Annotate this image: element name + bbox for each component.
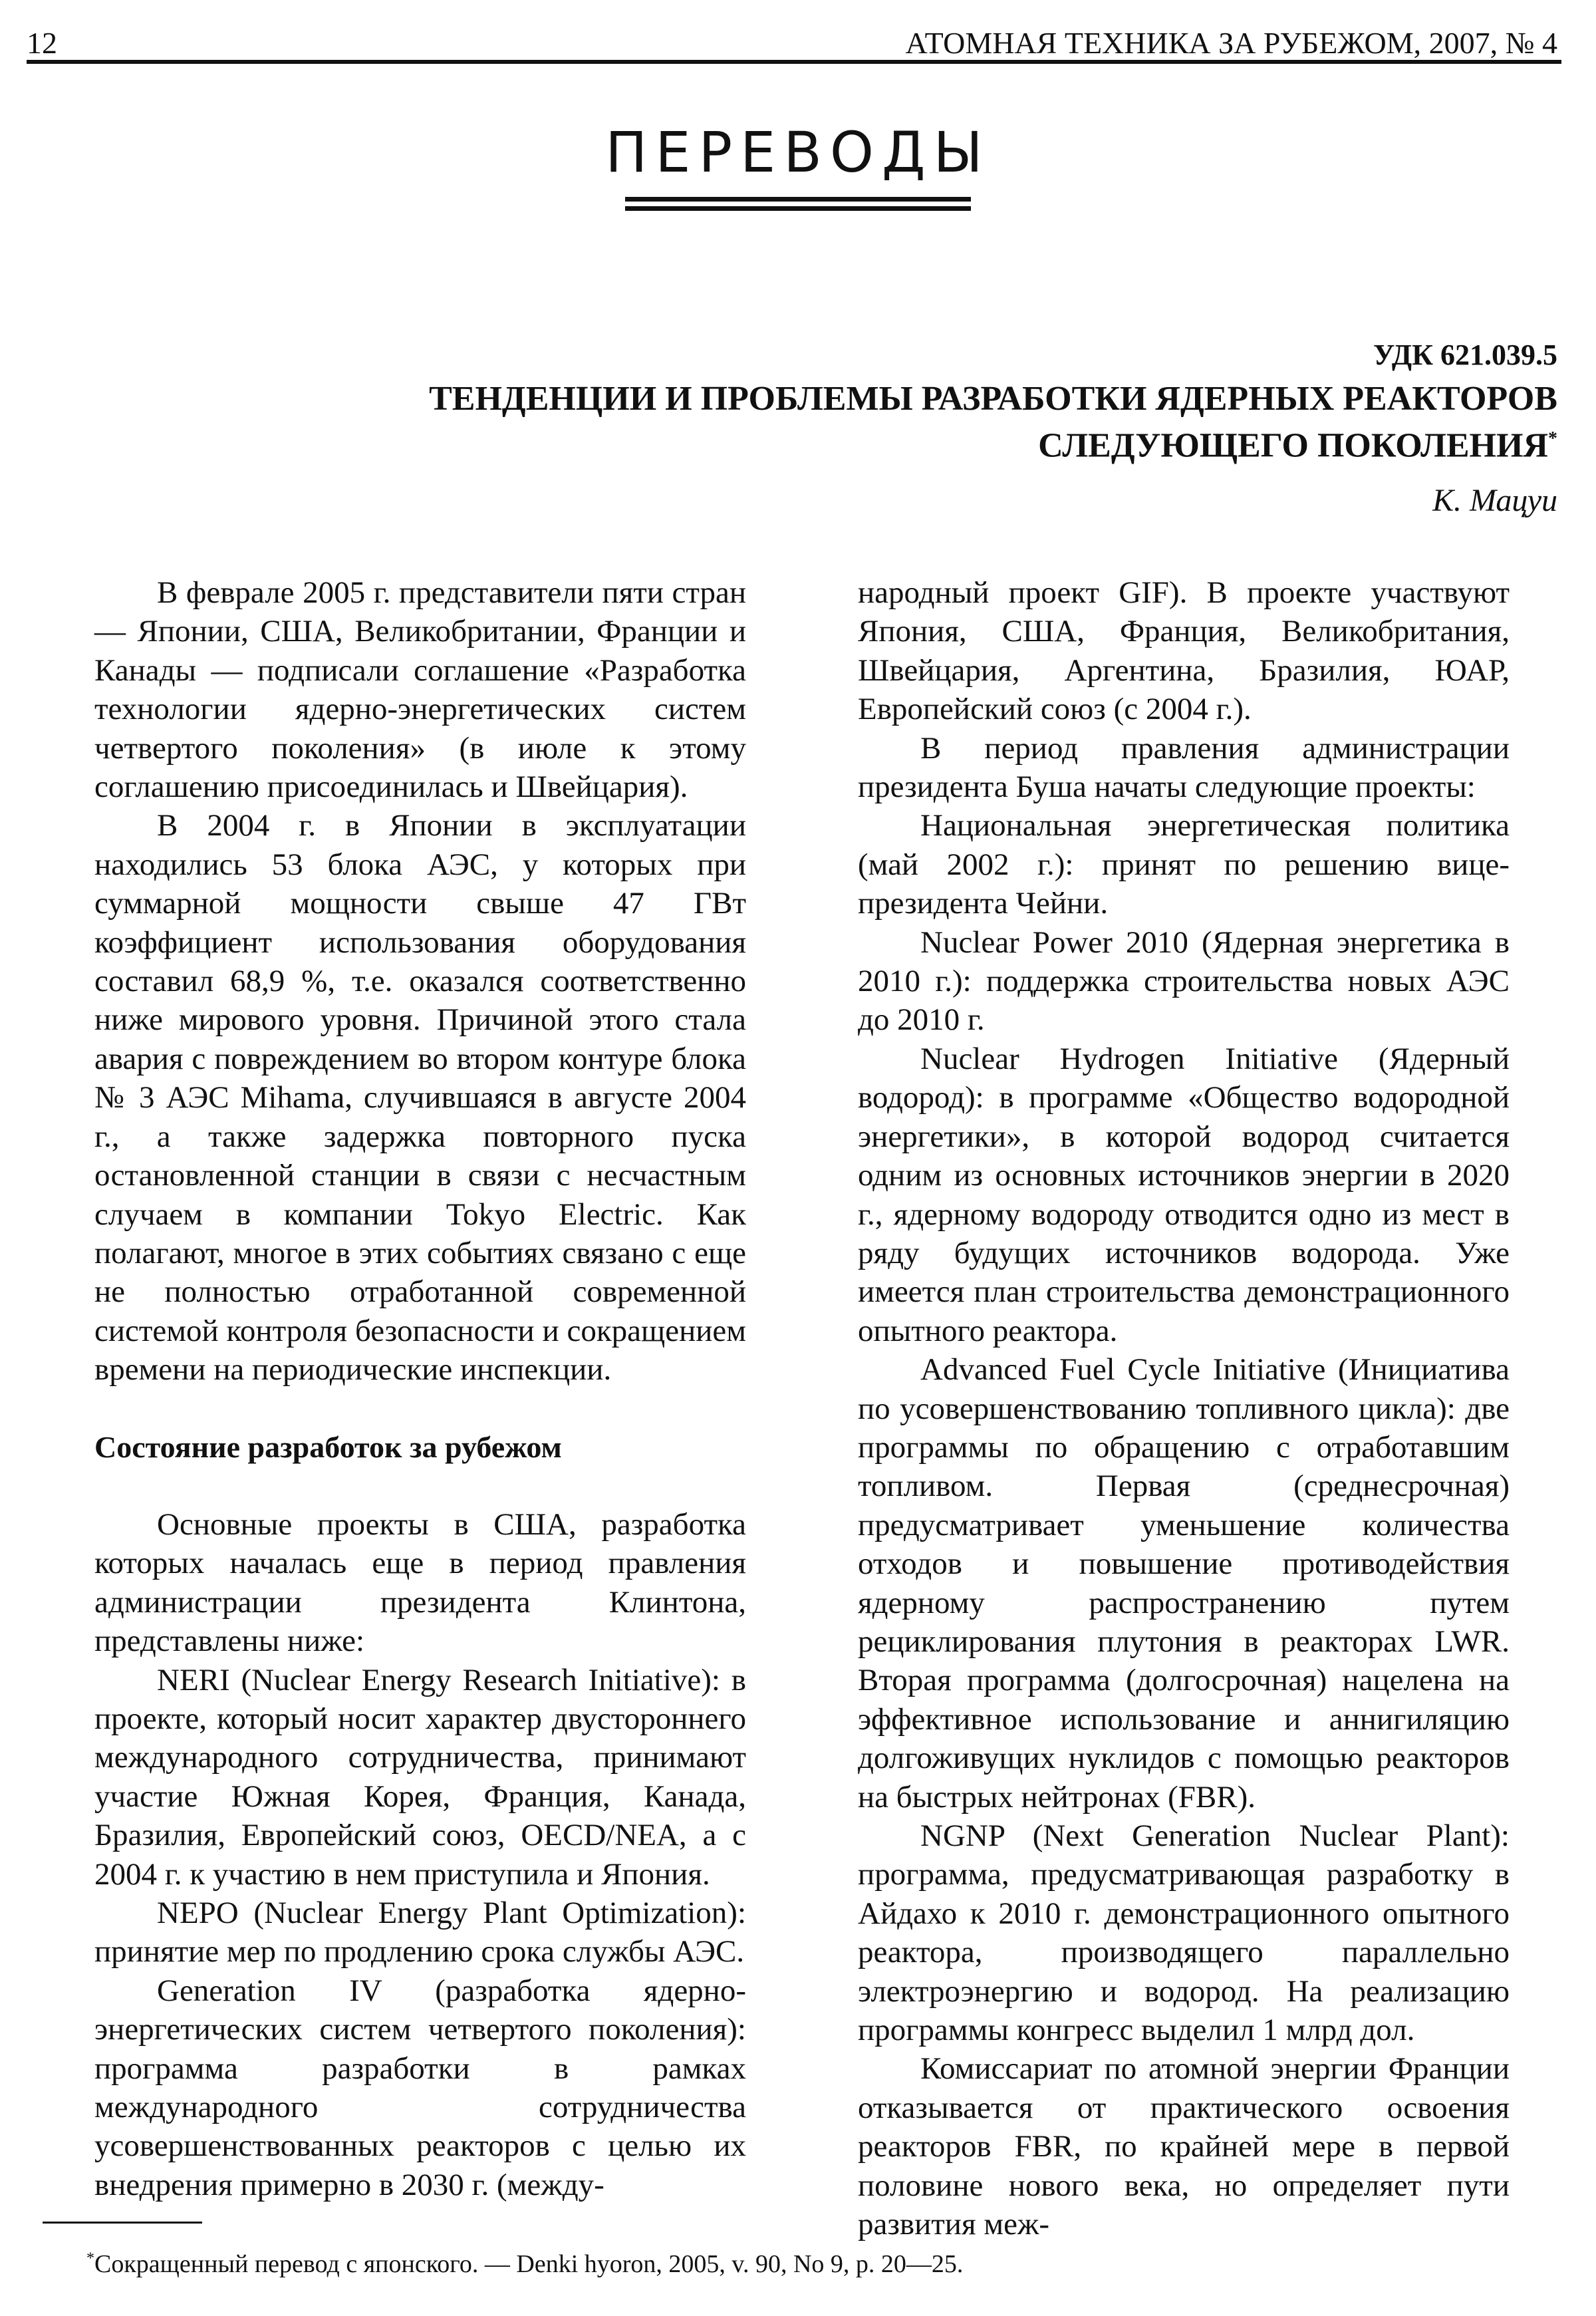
right-column [858, 573, 1510, 2244]
article-title [429, 379, 1557, 466]
footnote-text: Сокращенный перевод с японского. — Denki hyoron, 2005, v. 90, No 9, p. 20—25. [94, 2250, 964, 2278]
article-title-line-2-text: СЛЕДУЮЩЕГО ПОКОЛЕНИЯ [1038, 426, 1548, 465]
paragraph: Национальная энергетическая политика (май 2002 г.): принят по решению вице-президента Чейни. [858, 808, 1510, 921]
paragraph: В период правления администрации президента Буша начаты следующие проекты: [858, 730, 1510, 805]
paragraph: В 2004 г. в Японии в эксплуатации находились 53 блока АЭС, у которых при суммарной мощности свыше 47 ГВт коэффициент использования оборудования составил 68,9 %, т.е. оказался соответственно ниже мирового уровня. Причиной этого стала авария с повреждением во втором контуре блока № 3 АЭС Mihama, случившаяся в августе 2004 г., а также задержка повторного пуска остановленной станции в связи с несчастным случаем в компании Tokyo Electric. Как полагают, многое в этих событиях связано с еще не полностью отработанной современной системой контроля безопасности и сокращением времени на периодические инспекции. [94, 808, 746, 1387]
paragraph: Nuclear Power 2010 (Ядерная энергетика в 2010 г.): поддержка строительства новых АЭС до 2010 г. [858, 925, 1510, 1038]
footnote [86, 2249, 963, 2279]
article-title-line-1: ТЕНДЕНЦИИ И ПРОБЛЕМЫ РАЗРАБОТКИ ЯДЕРНЫХ РЕАКТОРОВ [429, 380, 1557, 418]
paragraph: NERI (Nuclear Energy Research Initiative): в проекте, который носит характер двустороннего международного сотрудничества, принимают участие Южная Корея, Франция, Канада, Бразилия, Европейский союз, OECD/NEA, а с 2004 г. к участию в нем приступила и Япония. [94, 1662, 746, 1892]
paragraph: Advanced Fuel Cycle Initiative (Инициатива по усовершенствованию топливного цикла): две программы по обращению с отработавшим топливом. Первая (среднесрочная) предусматривает уменьшение количества отходов и повышение противодействия ядерному распространению путем рециклирования плутония в реакторах LWR. Вторая программа (долгосрочная) нацелена на эффективное использование и аннигиляцию долгоживущих нуклидов с помощью реакторов на быстрых нейтронах (FBR). [858, 1352, 1510, 1814]
paragraph: NEPO (Nuclear Energy Plant Optimization): принятие мер по продлению срока службы АЭС. [94, 1896, 746, 1969]
section-title: ПЕРЕВОДЫ [605, 120, 991, 185]
footnote-mark: * [86, 2249, 94, 2267]
section-underline [625, 197, 971, 202]
journal-running-head: АТОМНАЯ ТЕХНИКА ЗА РУБЕЖОМ, 2007, № 4 [905, 26, 1557, 60]
paragraph: Комиссариат по атомной энергии Франции отказывается от практического освоения реакторов FBR, по крайней мере в первой половине нового века, но определяет пути развития меж- [858, 2051, 1510, 2242]
left-column [94, 573, 746, 2204]
paragraph: NGNP (Next Generation Nuclear Plant): программа, предусматривающая разработку в Айдахо к 2010 г. демонстрационного опытного реактора, производящего параллельно электроэнергию и водород. На реализацию программы конгресс выделил 1 млрд дол. [858, 1818, 1510, 2048]
footnote-marker: * [1548, 428, 1557, 449]
section-heading [0, 120, 1596, 211]
paragraph: Основные проекты в США, разработка которых началась еще в период правления администрации президента Клинтона, представлены ниже: [94, 1507, 746, 1659]
paragraph: Generation IV (разработка ядерно-энергетических систем четвертого поколения): программа разработки в рамках международного сотрудничества усовершенствованных реакторов с целью их внедрения примерно в 2030 г. (между- [94, 1973, 746, 2202]
subsection-heading: Состояние разработок за рубежом [94, 1429, 562, 1464]
article-title-line-2 [429, 419, 1557, 466]
paragraph: Nuclear Hydrogen Initiative (Ядерный водород): в программе «Общество водородной энергетики», в которой водород считается одним из основных источников энергии в 2020 г., ядерному водороду отводится одно из мест в ряду будущих источников водорода. Уже имеется план строительства демонстрационного опытного реактора. [858, 1041, 1510, 1348]
article-author: К. Мацуи [1432, 483, 1557, 518]
page-number: 12 [27, 26, 57, 60]
udk-code: УДК 621.039.5 [1373, 339, 1557, 371]
section-underline-second [625, 206, 971, 211]
paragraph-continuation: народный проект GIF). В проекте участвуют Япония, США, Франция, Великобритания, Швейцария, Аргентина, Бразилия, ЮАР, Европейский союз (с 2004 г.). [858, 575, 1510, 727]
paragraph: В феврале 2005 г. представители пяти стран — Японии, США, Великобритании, Франции и Канады — подписали соглашение «Разработка технологии ядерно-энергетических систем четвертого поколения» (в июле к этому соглашению присоединилась и Швейцария). [94, 575, 746, 805]
footnote-rule [43, 2222, 202, 2224]
header-rule [27, 60, 1561, 64]
